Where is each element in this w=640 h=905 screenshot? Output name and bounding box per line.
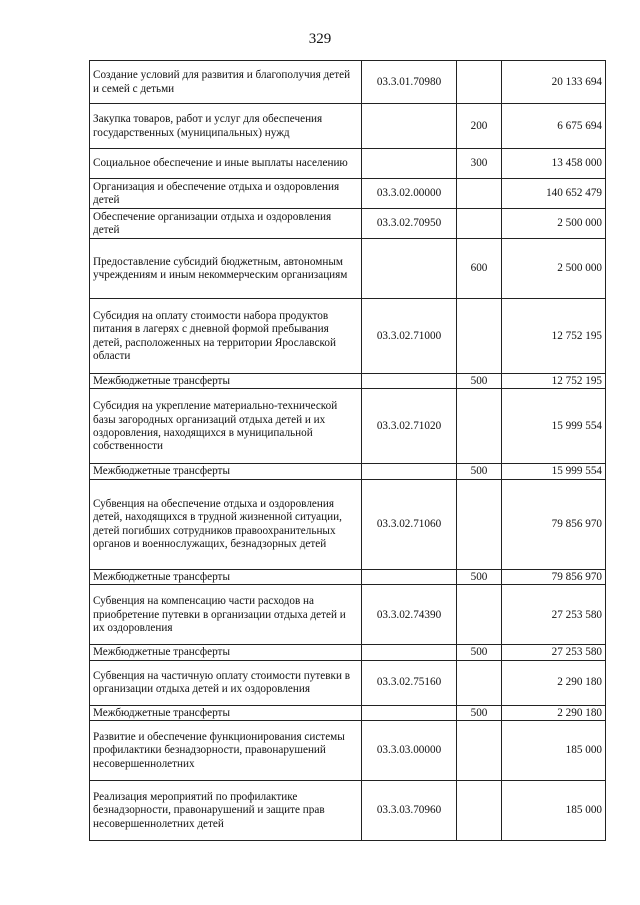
expense-type: [457, 61, 502, 104]
expense-type: [457, 299, 502, 374]
item-sum: 12 752 195: [502, 374, 606, 389]
item-name: Закупка товаров, работ и услуг для обеспечения государственных (муниципальных) нужд: [90, 104, 362, 149]
table-row: [90, 389, 606, 464]
item-code: 03.3.02.71020: [362, 389, 457, 464]
table-row: [90, 104, 606, 149]
expense-type: [457, 721, 502, 781]
item-code: 03.3.02.70950: [362, 209, 457, 239]
expense-type: [457, 389, 502, 464]
table-row: [90, 645, 606, 660]
item-sum: 15 999 554: [502, 389, 606, 464]
item-sum: 140 652 479: [502, 179, 606, 209]
item-sum: 185 000: [502, 721, 606, 781]
expense-type: [457, 479, 502, 569]
expense-type: 500: [457, 645, 502, 660]
item-sum: 79 856 970: [502, 569, 606, 584]
item-name: Обеспечение организации отдыха и оздоровления детей: [90, 209, 362, 239]
item-code: 03.3.02.71000: [362, 299, 457, 374]
item-name: Межбюджетные трансферты: [90, 645, 362, 660]
table-row: [90, 781, 606, 841]
budget-table: [89, 60, 606, 841]
table-row: [90, 660, 606, 705]
item-name: Межбюджетные трансферты: [90, 705, 362, 720]
expense-type: [457, 585, 502, 645]
item-name: Реализация мероприятий по профилактике безнадзорности, правонарушений и защите прав несовершеннолетних детей: [90, 781, 362, 841]
table-row: [90, 149, 606, 179]
item-name: Межбюджетные трансферты: [90, 569, 362, 584]
expense-type: 500: [457, 374, 502, 389]
item-name: Субвенция на частичную оплату стоимости путевки в организации отдыха детей и их оздоровления: [90, 660, 362, 705]
item-sum: 185 000: [502, 781, 606, 841]
table-row: [90, 179, 606, 209]
item-sum: 20 133 694: [502, 61, 606, 104]
page-number: 329: [308, 31, 332, 47]
item-sum: 15 999 554: [502, 464, 606, 479]
expense-type: [457, 209, 502, 239]
expense-type: 600: [457, 239, 502, 299]
item-code: [362, 104, 457, 149]
item-code: 03.3.03.70960: [362, 781, 457, 841]
item-name: Создание условий для развития и благополучия детей и семей с детьми: [90, 61, 362, 104]
item-code: 03.3.02.74390: [362, 585, 457, 645]
expense-type: 500: [457, 569, 502, 584]
item-name: Межбюджетные трансферты: [90, 374, 362, 389]
item-code: 03.3.01.70980: [362, 61, 457, 104]
item-code: 03.3.02.71060: [362, 479, 457, 569]
item-name: Социальное обеспечение и иные выплаты населению: [90, 149, 362, 179]
table-row: [90, 479, 606, 569]
table-row: [90, 239, 606, 299]
expense-type: [457, 781, 502, 841]
item-sum: 6 675 694: [502, 104, 606, 149]
item-code: [362, 569, 457, 584]
item-code: 03.3.03.00000: [362, 721, 457, 781]
item-name: Субсидия на укрепление материально-технической базы загородных организаций отдыха детей и их оздоровления, находящихся в муниципальной собственности: [90, 389, 362, 464]
table-row: [90, 585, 606, 645]
expense-type: 500: [457, 705, 502, 720]
item-code: [362, 149, 457, 179]
item-name: Межбюджетные трансферты: [90, 464, 362, 479]
item-code: [362, 705, 457, 720]
item-name: Организация и обеспечение отдыха и оздоровления детей: [90, 179, 362, 209]
item-code: 03.3.02.75160: [362, 660, 457, 705]
item-sum: 27 253 580: [502, 585, 606, 645]
item-sum: 79 856 970: [502, 479, 606, 569]
item-sum: 2 500 000: [502, 239, 606, 299]
table-row: [90, 569, 606, 584]
expense-type: 200: [457, 104, 502, 149]
item-code: [362, 374, 457, 389]
item-name: Развитие и обеспечение функционирования системы профилактики безнадзорности, правонарушений несовершеннолетних: [90, 721, 362, 781]
item-name: Субвенция на компенсацию части расходов на приобретение путевки в организации отдыха детей и их оздоровления: [90, 585, 362, 645]
item-sum: 2 500 000: [502, 209, 606, 239]
item-sum: 27 253 580: [502, 645, 606, 660]
expense-type: [457, 660, 502, 705]
table-row: [90, 299, 606, 374]
item-code: [362, 645, 457, 660]
item-name: Предоставление субсидий бюджетным, автономным учреждениям и иным некоммерческим организациям: [90, 239, 362, 299]
table-row: [90, 61, 606, 104]
expense-type: 500: [457, 464, 502, 479]
expense-type: 300: [457, 149, 502, 179]
item-name: Субсидия на оплату стоимости набора продуктов питания в лагерях с дневной формой пребывания детей, расположенных на территории Ярославской области: [90, 299, 362, 374]
item-sum: 2 290 180: [502, 660, 606, 705]
item-code: [362, 239, 457, 299]
item-sum: 2 290 180: [502, 705, 606, 720]
table-row: [90, 705, 606, 720]
table-row: [90, 374, 606, 389]
table-row: [90, 209, 606, 239]
expense-type: [457, 179, 502, 209]
item-code: [362, 464, 457, 479]
table-row: [90, 721, 606, 781]
item-name: Субвенция на обеспечение отдыха и оздоровления детей, находящихся в трудной жизненной ситуации, детей погибших сотрудников правоохранительных органов и военнослужащих, безнадзорных детей: [90, 479, 362, 569]
table-row: [90, 464, 606, 479]
item-sum: 12 752 195: [502, 299, 606, 374]
item-sum: 13 458 000: [502, 149, 606, 179]
item-code: 03.3.02.00000: [362, 179, 457, 209]
